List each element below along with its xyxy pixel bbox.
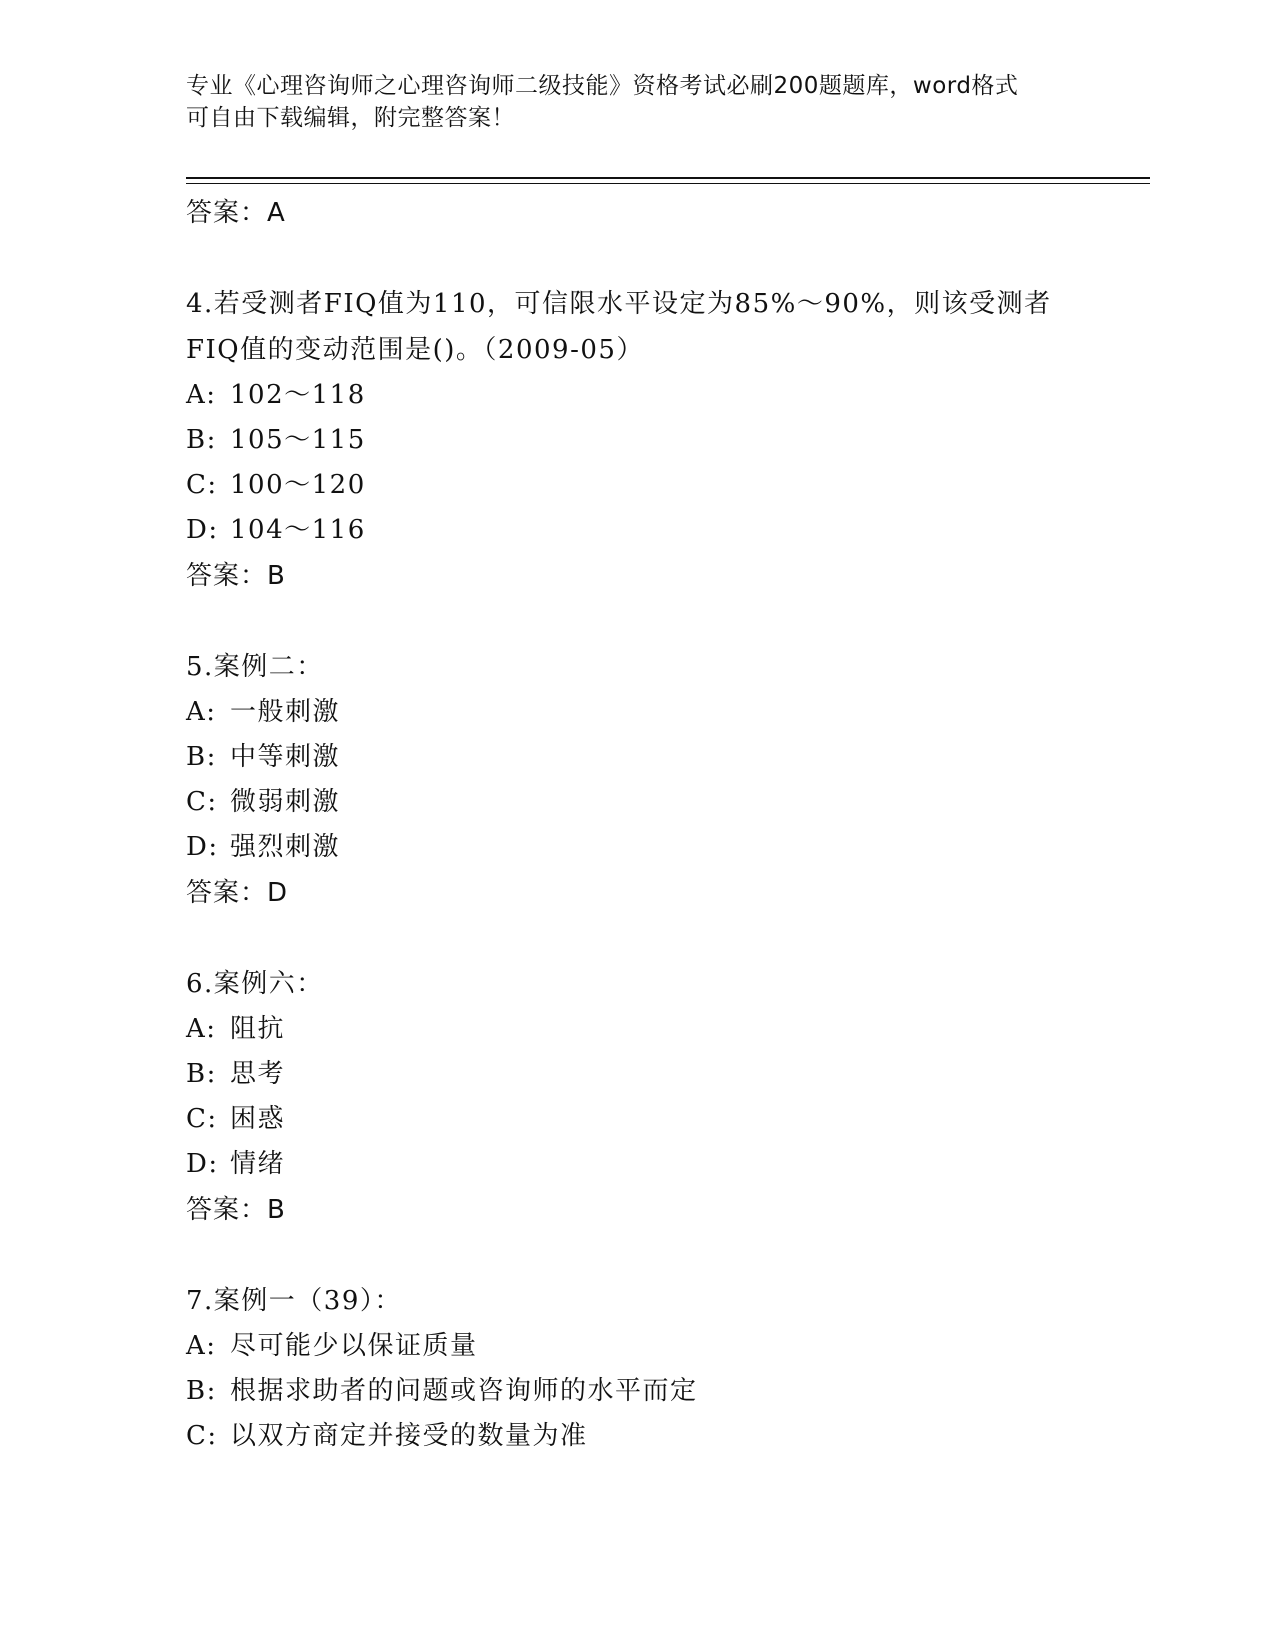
option-text: 阻抗 bbox=[230, 1014, 286, 1044]
option-d bbox=[186, 508, 1086, 553]
option-letter: A: bbox=[186, 1014, 217, 1044]
option-c bbox=[186, 1414, 1086, 1459]
header-line-1: 专业《心理咨询师之心理咨询师二级技能》资格考试必刷200题题库，word格式 bbox=[186, 73, 1019, 99]
answer-line: 答案：B bbox=[186, 561, 286, 591]
question-text: 4.若受测者FIQ值为110，可信限水平设定为85%～90%，则该受测者 bbox=[186, 289, 1052, 319]
option-text: 105～115 bbox=[230, 425, 366, 455]
header-line-2: 可自由下载编辑，附完整答案！ bbox=[186, 105, 515, 131]
spacer bbox=[186, 1233, 1086, 1278]
spacer bbox=[186, 599, 1086, 644]
option-letter: B: bbox=[186, 425, 217, 455]
option-a bbox=[186, 1007, 1086, 1052]
answer-line: 答案：D bbox=[186, 878, 289, 908]
option-letter: C: bbox=[186, 787, 218, 817]
option-c bbox=[186, 780, 1086, 825]
option-text: 情绪 bbox=[230, 1149, 286, 1179]
option-text: 以双方商定并接受的数量为准 bbox=[230, 1421, 588, 1451]
question-block bbox=[186, 961, 1086, 1233]
option-text: 102～118 bbox=[230, 380, 366, 410]
option-b bbox=[186, 735, 1086, 780]
option-text: 思考 bbox=[230, 1059, 286, 1089]
question-text: 5.案例二： bbox=[186, 652, 324, 682]
option-a bbox=[186, 690, 1086, 735]
option-letter: A: bbox=[186, 697, 217, 727]
spacer bbox=[186, 916, 1086, 961]
option-text: 根据求助者的问题或咨询师的水平而定 bbox=[230, 1376, 698, 1406]
option-text: 100～120 bbox=[230, 470, 366, 500]
header-divider-thick bbox=[186, 177, 1150, 179]
option-letter: C: bbox=[186, 1104, 218, 1134]
option-c bbox=[186, 463, 1086, 508]
header-divider-thin bbox=[186, 183, 1150, 184]
option-b bbox=[186, 1369, 1086, 1414]
option-text: 一般刺激 bbox=[230, 697, 341, 727]
spacer bbox=[186, 236, 1086, 281]
question-text-continued: FIQ值的变动范围是()。（2009-05） bbox=[186, 335, 644, 365]
option-letter: B: bbox=[186, 1376, 217, 1406]
option-letter: A: bbox=[186, 1331, 217, 1361]
option-b bbox=[186, 1052, 1086, 1097]
option-text: 强烈刺激 bbox=[230, 832, 341, 862]
option-letter: A: bbox=[186, 380, 217, 410]
option-c bbox=[186, 1097, 1086, 1142]
option-letter: D: bbox=[186, 1149, 219, 1179]
question-block bbox=[186, 281, 1086, 599]
option-letter: B: bbox=[186, 742, 217, 772]
previous-answer: 答案：A bbox=[186, 198, 286, 228]
option-a bbox=[186, 1324, 1086, 1369]
option-text: 中等刺激 bbox=[230, 742, 341, 772]
option-a bbox=[186, 373, 1086, 418]
answer-line: 答案：B bbox=[186, 1195, 286, 1225]
option-letter: D: bbox=[186, 515, 219, 545]
option-text: 困惑 bbox=[230, 1104, 286, 1134]
option-letter: C: bbox=[186, 1421, 218, 1451]
document-header bbox=[186, 70, 1086, 134]
option-text: 微弱刺激 bbox=[230, 787, 341, 817]
option-d bbox=[186, 1142, 1086, 1187]
question-text: 7.案例一（39）： bbox=[186, 1286, 402, 1316]
document-body bbox=[186, 190, 1086, 1459]
option-letter: C: bbox=[186, 470, 218, 500]
option-letter: D: bbox=[186, 832, 219, 862]
option-text: 尽可能少以保证质量 bbox=[230, 1331, 478, 1361]
question-block bbox=[186, 644, 1086, 916]
option-b bbox=[186, 418, 1086, 463]
option-d bbox=[186, 825, 1086, 870]
option-text: 104～116 bbox=[230, 515, 366, 545]
question-block bbox=[186, 1278, 1086, 1459]
question-text: 6.案例六： bbox=[186, 969, 324, 999]
option-letter: B: bbox=[186, 1059, 217, 1089]
